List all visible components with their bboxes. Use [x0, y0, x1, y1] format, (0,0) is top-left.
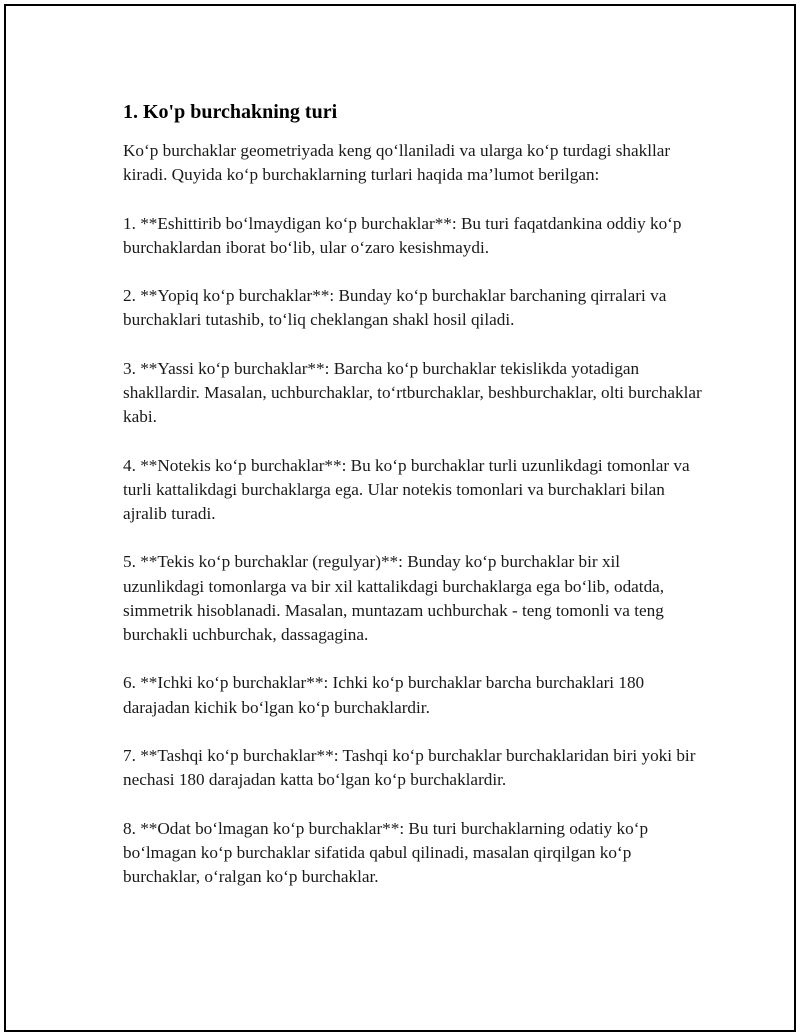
section-heading: 1. Ko'p burchakning turi	[123, 101, 338, 123]
list-item: 7. **Tashqi ko‘p burchaklar**: Tashqi ko‘p burchaklar burchaklaridan biri yoki bir nechasi 180 darajadan katta bo‘lgan ko‘p burchaklardir.	[123, 745, 696, 790]
page-frame	[4, 4, 796, 1032]
list-item: 6. **Ichki ko‘p burchaklar**: Ichki ko‘p burchaklar barcha burchaklari 180 darajadan kichik bo‘lgan ko‘p burchaklardir.	[123, 673, 645, 717]
document-body	[123, 99, 703, 889]
list-item: 5. **Tekis ko‘p burchaklar (regulyar)**: Bunday ko‘p burchaklar bir xil uzunlikdagi tomonlarga va bir xil kattalikdagi burchaklarga ega bo‘lib, odatda, simmetrik hisoblanadi. Masalan, muntazam uchburchak - teng tomonli va teng burchakli uchburchak, dassagagina.	[123, 552, 665, 644]
list-item: 4. **Notekis ko‘p burchaklar**: Bu ko‘p burchaklar turli uzunlikdagi tomonlar va turli kattalikdagi burchaklarga ega. Ular notekis tomonlari va burchaklari bilan ajralib turadi.	[123, 455, 690, 523]
list-item: 2. **Yopiq ko‘p burchaklar**: Bunday ko‘p burchaklar barchaning qirralari va burchaklari tutashib, to‘liq cheklangan shakl hosil qiladi.	[123, 286, 667, 330]
list-item: 3. **Yassi ko‘p burchaklar**: Barcha ko‘p burchaklar tekislikda yotadigan shakllardir. Masalan, uchburchaklar, to‘rtburchaklar, beshburchaklar, olti burchaklar kabi.	[123, 358, 702, 427]
list-item: 8. **Odat bo‘lmagan ko‘p burchaklar**: Bu turi burchaklarning odatiy ko‘p bo‘lmagan ko‘p burchaklar sifatida qabul qilinadi, masalan qirqilgan ko‘p burchaklar, o‘ralgan ko‘p burchaklar.	[123, 818, 649, 886]
intro-paragraph: Ko‘p burchaklar geometriyada keng qo‘llaniladi va ularga ko‘p turdagi shakllar kiradi. Quyida ko‘p burchaklarning turlari haqida ma’lumot berilgan:	[123, 141, 671, 185]
list-item: 1. **Eshittirib bo‘lmaydigan ko‘p burchaklar**: Bu turi faqatdankina oddiy ko‘p burchaklardan iborat bo‘lib, ular o‘zaro kesishmaydi.	[123, 213, 682, 257]
